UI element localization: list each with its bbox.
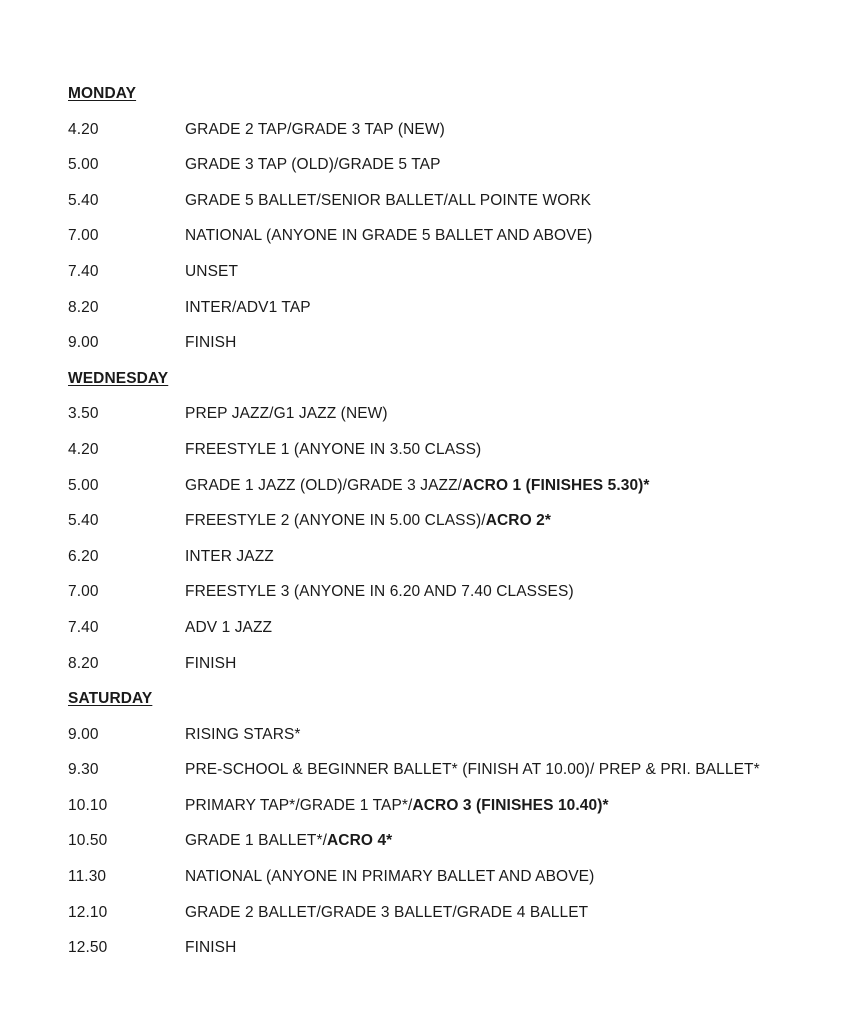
day-section-wednesday [68,368,828,688]
day-heading: MONDAY [68,85,137,102]
class-text: ADV 1 JAZZ [185,618,273,636]
class-time: 5.00 [68,476,99,494]
class-text: PRE-SCHOOL & BEGINNER BALLET* (FINISH AT 10.00)/ PREP & PRI. BALLET* [185,761,760,779]
schedule-row [68,866,828,902]
class-description [185,439,828,475]
class-text: NATIONAL (ANYONE IN PRIMARY BALLET AND ABOVE) [185,868,595,886]
class-description [185,190,828,226]
schedule-row [68,546,828,582]
class-text: PRIMARY TAP*/GRADE 1 TAP*/ [185,796,413,814]
class-description [185,581,828,617]
class-time: 9.00 [68,334,99,352]
class-description [185,902,828,938]
schedule-row [68,759,828,795]
class-description [185,403,828,439]
class-time: 12.50 [68,939,108,957]
class-description [185,261,828,297]
class-text: RISING STARS* [185,725,301,743]
schedule-row [68,190,828,226]
class-time: 9.00 [68,725,99,743]
schedule-row [68,617,828,653]
schedule-row [68,937,828,973]
class-text: NATIONAL (ANYONE IN GRADE 5 BALLET AND ABOVE) [185,227,593,245]
class-time: 5.40 [68,191,99,209]
class-time: 5.00 [68,156,99,174]
class-description [185,225,828,261]
class-text: FREESTYLE 1 (ANYONE IN 3.50 CLASS) [185,440,482,458]
schedule-row [68,261,828,297]
class-text: GRADE 5 BALLET/SENIOR BALLET/ALL POINTE WORK [185,191,592,209]
class-time: 11.30 [68,868,107,886]
class-time: 9.30 [68,761,99,779]
schedule-row [68,830,828,866]
schedule-row [68,439,828,475]
class-description [185,546,828,582]
schedule-row [68,653,828,689]
acro-class-text: ACRO 3 (FINISHES 10.40)* [412,796,609,814]
schedule-row [68,795,828,831]
acro-class-text: ACRO 1 (FINISHES 5.30)* [462,476,650,494]
schedule-row [68,475,828,511]
schedule-row [68,225,828,261]
class-text: GRADE 2 BALLET/GRADE 3 BALLET/GRADE 4 BALLET [185,903,589,921]
day-heading: WEDNESDAY [68,369,169,387]
class-time: 7.00 [68,583,99,601]
class-description [185,866,828,902]
class-time: 3.50 [68,405,99,423]
class-text: GRADE 1 BALLET*/ [185,832,328,850]
day-heading: SATURDAY [68,690,153,708]
schedule-row [68,403,828,439]
schedule-row [68,581,828,617]
class-description [185,759,828,795]
class-time: 4.20 [68,120,99,138]
class-description [185,653,828,689]
class-time: 12.10 [68,903,108,921]
class-time: 4.20 [68,440,99,458]
class-description [185,475,828,511]
class-time: 7.00 [68,227,99,245]
class-description [185,617,828,653]
class-text: INTER/ADV1 TAP [185,298,311,316]
class-time: 7.40 [68,618,99,636]
schedule-row [68,902,828,938]
class-time: 8.20 [68,654,99,672]
class-description [185,510,828,546]
class-text: GRADE 1 JAZZ (OLD)/GRADE 3 JAZZ/ [185,476,463,494]
class-text: UNSET [185,262,239,280]
class-description [185,795,828,831]
weekly-class-schedule [68,83,828,973]
schedule-row [68,332,828,368]
acro-class-text: ACRO 4* [327,832,393,850]
class-description [185,332,828,368]
class-text: GRADE 2 TAP/GRADE 3 TAP (NEW) [185,120,445,138]
class-description [185,297,828,333]
class-text: FINISH [185,939,237,957]
day-section-monday [68,83,828,368]
schedule-row [68,297,828,333]
class-text: INTER JAZZ [185,547,274,565]
schedule-row [68,154,828,190]
schedule-row [68,510,828,546]
class-text: FREESTYLE 3 (ANYONE IN 6.20 AND 7.40 CLASSES) [185,583,574,601]
class-description [185,119,828,155]
class-time: 7.40 [68,262,99,280]
class-description [185,830,828,866]
class-text: PREP JAZZ/G1 JAZZ (NEW) [185,405,388,423]
class-time: 8.20 [68,298,99,316]
schedule-row [68,119,828,155]
acro-class-text: ACRO 2* [485,512,551,530]
day-section-saturday [68,688,828,973]
class-description [185,937,828,973]
class-time: 10.10 [68,796,108,814]
class-time: 6.20 [68,547,99,565]
class-time: 10.50 [68,832,108,850]
schedule-row [68,724,828,760]
class-description [185,154,828,190]
class-text: FINISH [185,654,237,672]
class-text: GRADE 3 TAP (OLD)/GRADE 5 TAP [185,156,441,174]
class-text: FINISH [185,334,237,352]
class-text: FREESTYLE 2 (ANYONE IN 5.00 CLASS)/ [185,512,486,530]
class-time: 5.40 [68,512,99,530]
class-description [185,724,828,760]
